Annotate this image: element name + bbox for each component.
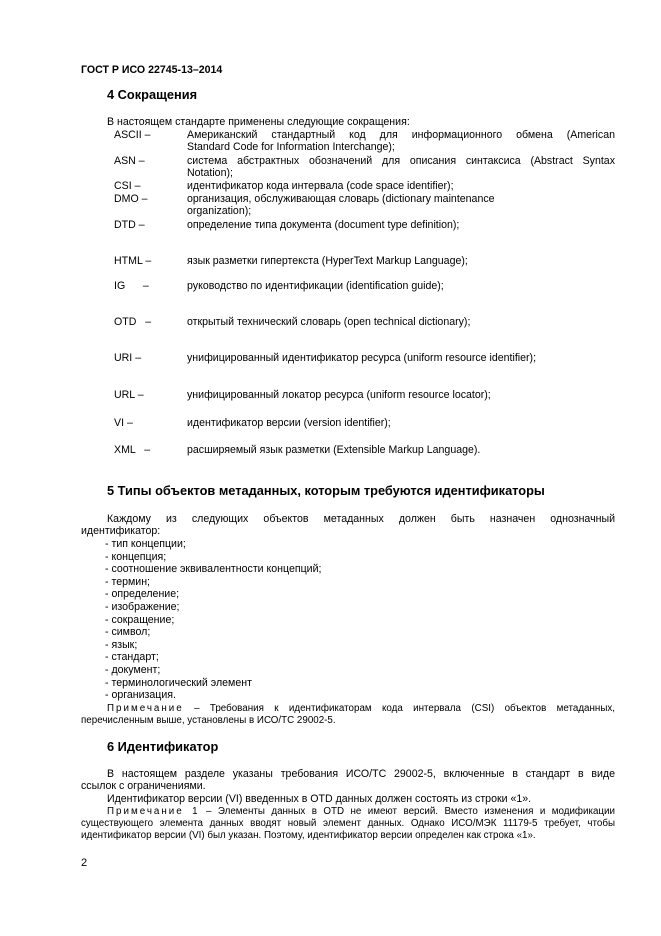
- def-otd: открытый технический словарь (open technical dictionary);: [187, 316, 471, 328]
- section-5-note-line1: [107, 703, 615, 715]
- def-dtd: определение типа документа (document type definition);: [187, 219, 460, 231]
- def-asn-line1: система абстрактных обозначений для описания синтаксиса (Abstract Syntax: [187, 155, 615, 167]
- section-6-note-line2: существующего элемента данных вводят новый элемент данных. Однако ИСО/МЭК 11179-5 требует, чтобы: [81, 818, 615, 829]
- list-item: - тип концепции;: [105, 538, 186, 550]
- abbr-url: URL –: [114, 389, 144, 401]
- list-item: - определение;: [105, 588, 180, 601]
- abbr-dmo: DMO –: [114, 193, 148, 205]
- def-ascii-line2: Standard Code for Information Interchange);: [187, 141, 395, 153]
- note-label: Примечание 1: [107, 806, 200, 817]
- note-text: – Элементы данных в OTD не имеют версий. Вместо изменения и модификации: [199, 806, 615, 817]
- list-item: - стандарт;: [105, 651, 159, 664]
- section-5-para-line2: идентификатор:: [81, 525, 161, 537]
- abbr-vi: VI –: [114, 417, 133, 429]
- list-item: - термин;: [105, 575, 150, 588]
- list-item: - организация.: [105, 689, 176, 702]
- list-item: - документ;: [105, 663, 161, 676]
- abbr-csi: CSI –: [114, 180, 141, 192]
- def-ascii-line1: Американский стандартный код для информационного обмена (American: [187, 129, 615, 141]
- section-6-para2: Идентификатор версии (VI) введенных в OTD данных должен состоять из строки «1».: [107, 793, 532, 805]
- section-6-para1-line2: ссылок с ограничениями.: [81, 780, 206, 792]
- abbr-uri: URI –: [114, 352, 142, 364]
- abbr-xml: XML –: [114, 444, 151, 456]
- abbr-ig: IG –: [114, 280, 149, 292]
- abbr-dtd: DTD –: [114, 219, 145, 231]
- list-item: - концепция;: [105, 550, 167, 563]
- section-6-note-line1: [107, 806, 615, 818]
- def-dmo-line1: организация, обслуживающая словарь (dictionary maintenance: [187, 193, 495, 205]
- note-text: – Требования к идентификаторам кода интервала (CSI) объектов метаданных,: [183, 703, 615, 714]
- list-item: - символ;: [105, 626, 151, 639]
- section-6-para1-line1: В настоящем разделе указаны требования ИСО/ТС 29002-5, включенные в стандарт в виде: [107, 768, 615, 780]
- abbr-ascii: ASCII –: [114, 129, 151, 141]
- page-number: 2: [81, 857, 88, 869]
- list-item: - изображение;: [105, 600, 180, 613]
- section-5-para-line1: Каждому из следующих объектов метаданных должен быть назначен однозначный: [107, 513, 615, 525]
- def-html: язык разметки гипертекста (HyperText Markup Language);: [187, 255, 468, 267]
- list-item: - терминологический элемент: [105, 676, 252, 689]
- abbr-otd: OTD –: [114, 316, 152, 328]
- list-item: - сокращение;: [105, 613, 175, 626]
- def-asn-line2: Notation);: [187, 167, 233, 179]
- section-4-intro: В настоящем стандарте применены следующие сокращения:: [107, 116, 410, 128]
- section-5-title: 5 Типы объектов метаданных, которым требуются идентификаторы: [107, 483, 545, 498]
- metadata-object-list: [105, 538, 321, 702]
- note-label: Примечание: [107, 703, 184, 714]
- abbr-html: HTML –: [114, 255, 152, 267]
- def-vi: идентификатор версии (version identifier);: [187, 417, 391, 429]
- list-item: - соотношение эквивалентности концепций;: [105, 563, 322, 576]
- section-4-title: 4 Сокращения: [107, 87, 198, 102]
- section-5-note-line2: перечисленным выше, установлены в ИСО/ТС 29002-5.: [81, 715, 336, 726]
- def-uri: унифицированный идентификатор ресурса (uniform resource identifier);: [187, 352, 537, 364]
- def-ig: руководство по идентификации (identification guide);: [187, 280, 444, 292]
- def-dmo-line2: organization);: [187, 205, 252, 217]
- list-item: - язык;: [105, 638, 138, 651]
- def-url: унифицированный локатор ресурса (uniform resource locator);: [187, 389, 491, 401]
- section-6-title: 6 Идентификатор: [107, 739, 219, 754]
- document-code: ГОСТ Р ИСО 22745-13–2014: [81, 64, 223, 76]
- section-6-note-line3: идентификатор версии (VI) был указан. Поэтому, идентификатор версии определен как строка «1».: [81, 830, 536, 841]
- def-csi: идентификатор кода интервала (code space identifier);: [187, 180, 454, 192]
- def-xml: расширяемый язык разметки (Extensible Markup Language).: [187, 444, 481, 456]
- abbr-asn: ASN –: [114, 155, 145, 167]
